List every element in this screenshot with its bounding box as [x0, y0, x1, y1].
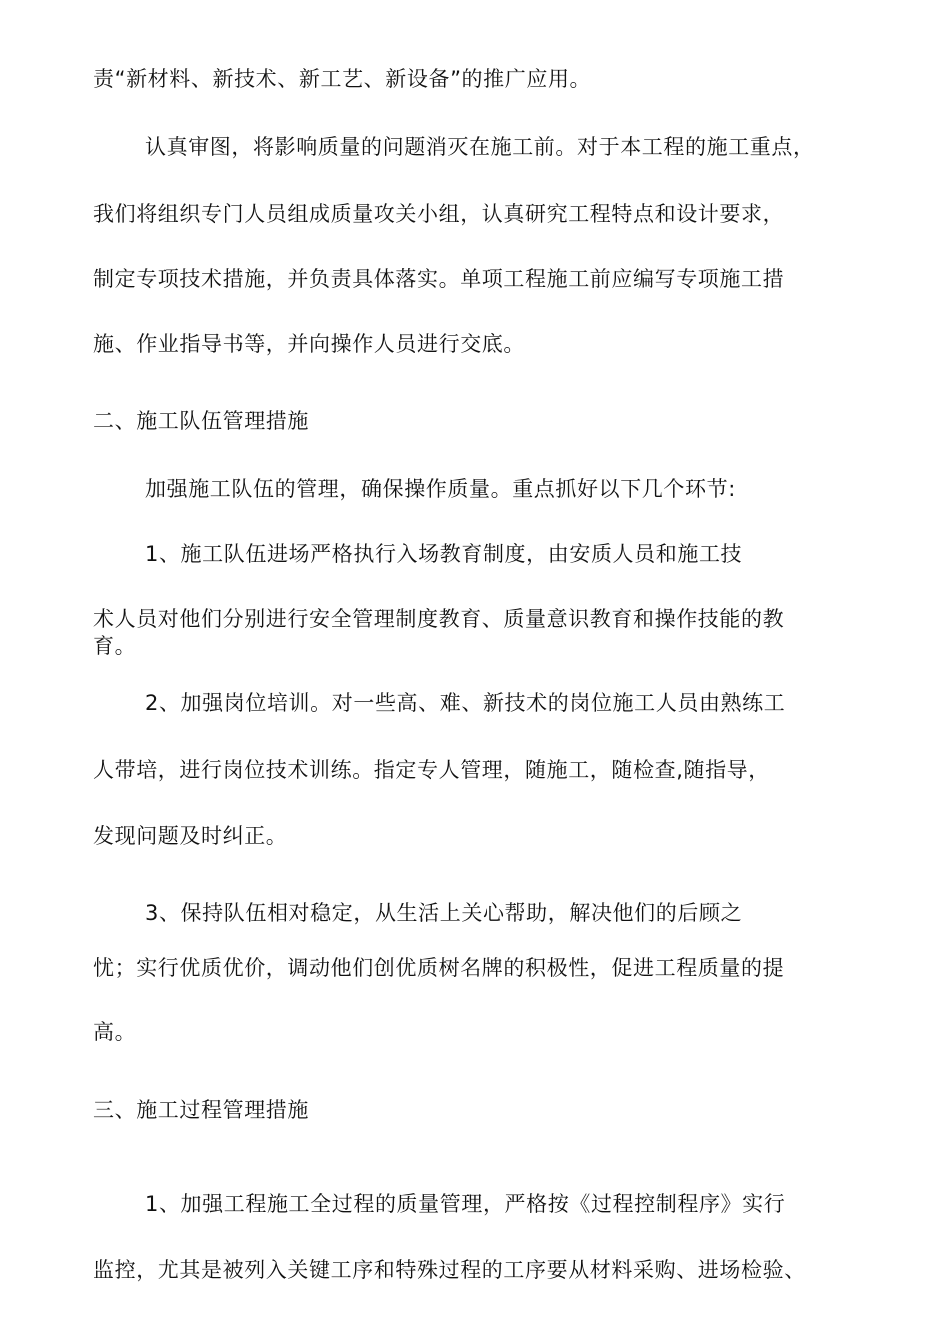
paragraph-line: 2、加强岗位培训。对一些高、难、新技术的岗位施工人员由熟练工 — [145, 691, 786, 715]
paragraph-line: 1、加强工程施工全过程的质量管理，严格按《过程控制程序》实行 — [145, 1192, 786, 1216]
paragraph-line: 3、保持队伍相对稳定，从生活上关心帮助，解决他们的后顾之 — [145, 901, 743, 925]
paragraph-line: 责“新材料、新技术、新工艺、新设备”的推广应用。 — [93, 67, 592, 91]
paragraph-line: 育。 — [93, 634, 137, 658]
paragraph-line: 制定专项技术措施，并负责具体落实。单项工程施工前应编写专项施工措 — [93, 267, 785, 291]
section-heading: 三、施工过程管理措施 — [93, 1098, 309, 1122]
paragraph-line: 加强施工队伍的管理，确保操作质量。重点抓好以下几个环节: — [145, 477, 736, 501]
paragraph-line: 1、施工队伍进场严格执行入场教育制度，由安质人员和施工技 — [145, 542, 743, 566]
paragraph-line: 忧；实行优质优价，调动他们创优质树名牌的积极性，促进工程质量的提 — [93, 956, 785, 980]
paragraph-line: 施、作业指导书等，并向操作人员进行交底。 — [93, 332, 525, 356]
paragraph-line: 术人员对他们分别进行安全管理制度教育、质量意识教育和操作技能的教 — [93, 607, 785, 631]
paragraph-line: 人带培，进行岗位技术训练。指定专人管理，随施工，随检查,随指导， — [93, 758, 770, 782]
paragraph-line: 高。 — [93, 1020, 137, 1044]
paragraph-line: 认真审图，将影响质量的问题消灭在施工前。对于本工程的施工重点， — [145, 135, 815, 159]
paragraph-line: 监控，尤其是被列入关键工序和特殊过程的工序要从材料采购、进场检验、 — [93, 1258, 806, 1282]
section-heading: 二、施工队伍管理措施 — [93, 409, 309, 433]
paragraph-line: 我们将组织专门人员组成质量攻关小组，认真研究工程特点和设计要求， — [93, 202, 785, 226]
paragraph-line: 发现问题及时纠正。 — [93, 824, 288, 848]
